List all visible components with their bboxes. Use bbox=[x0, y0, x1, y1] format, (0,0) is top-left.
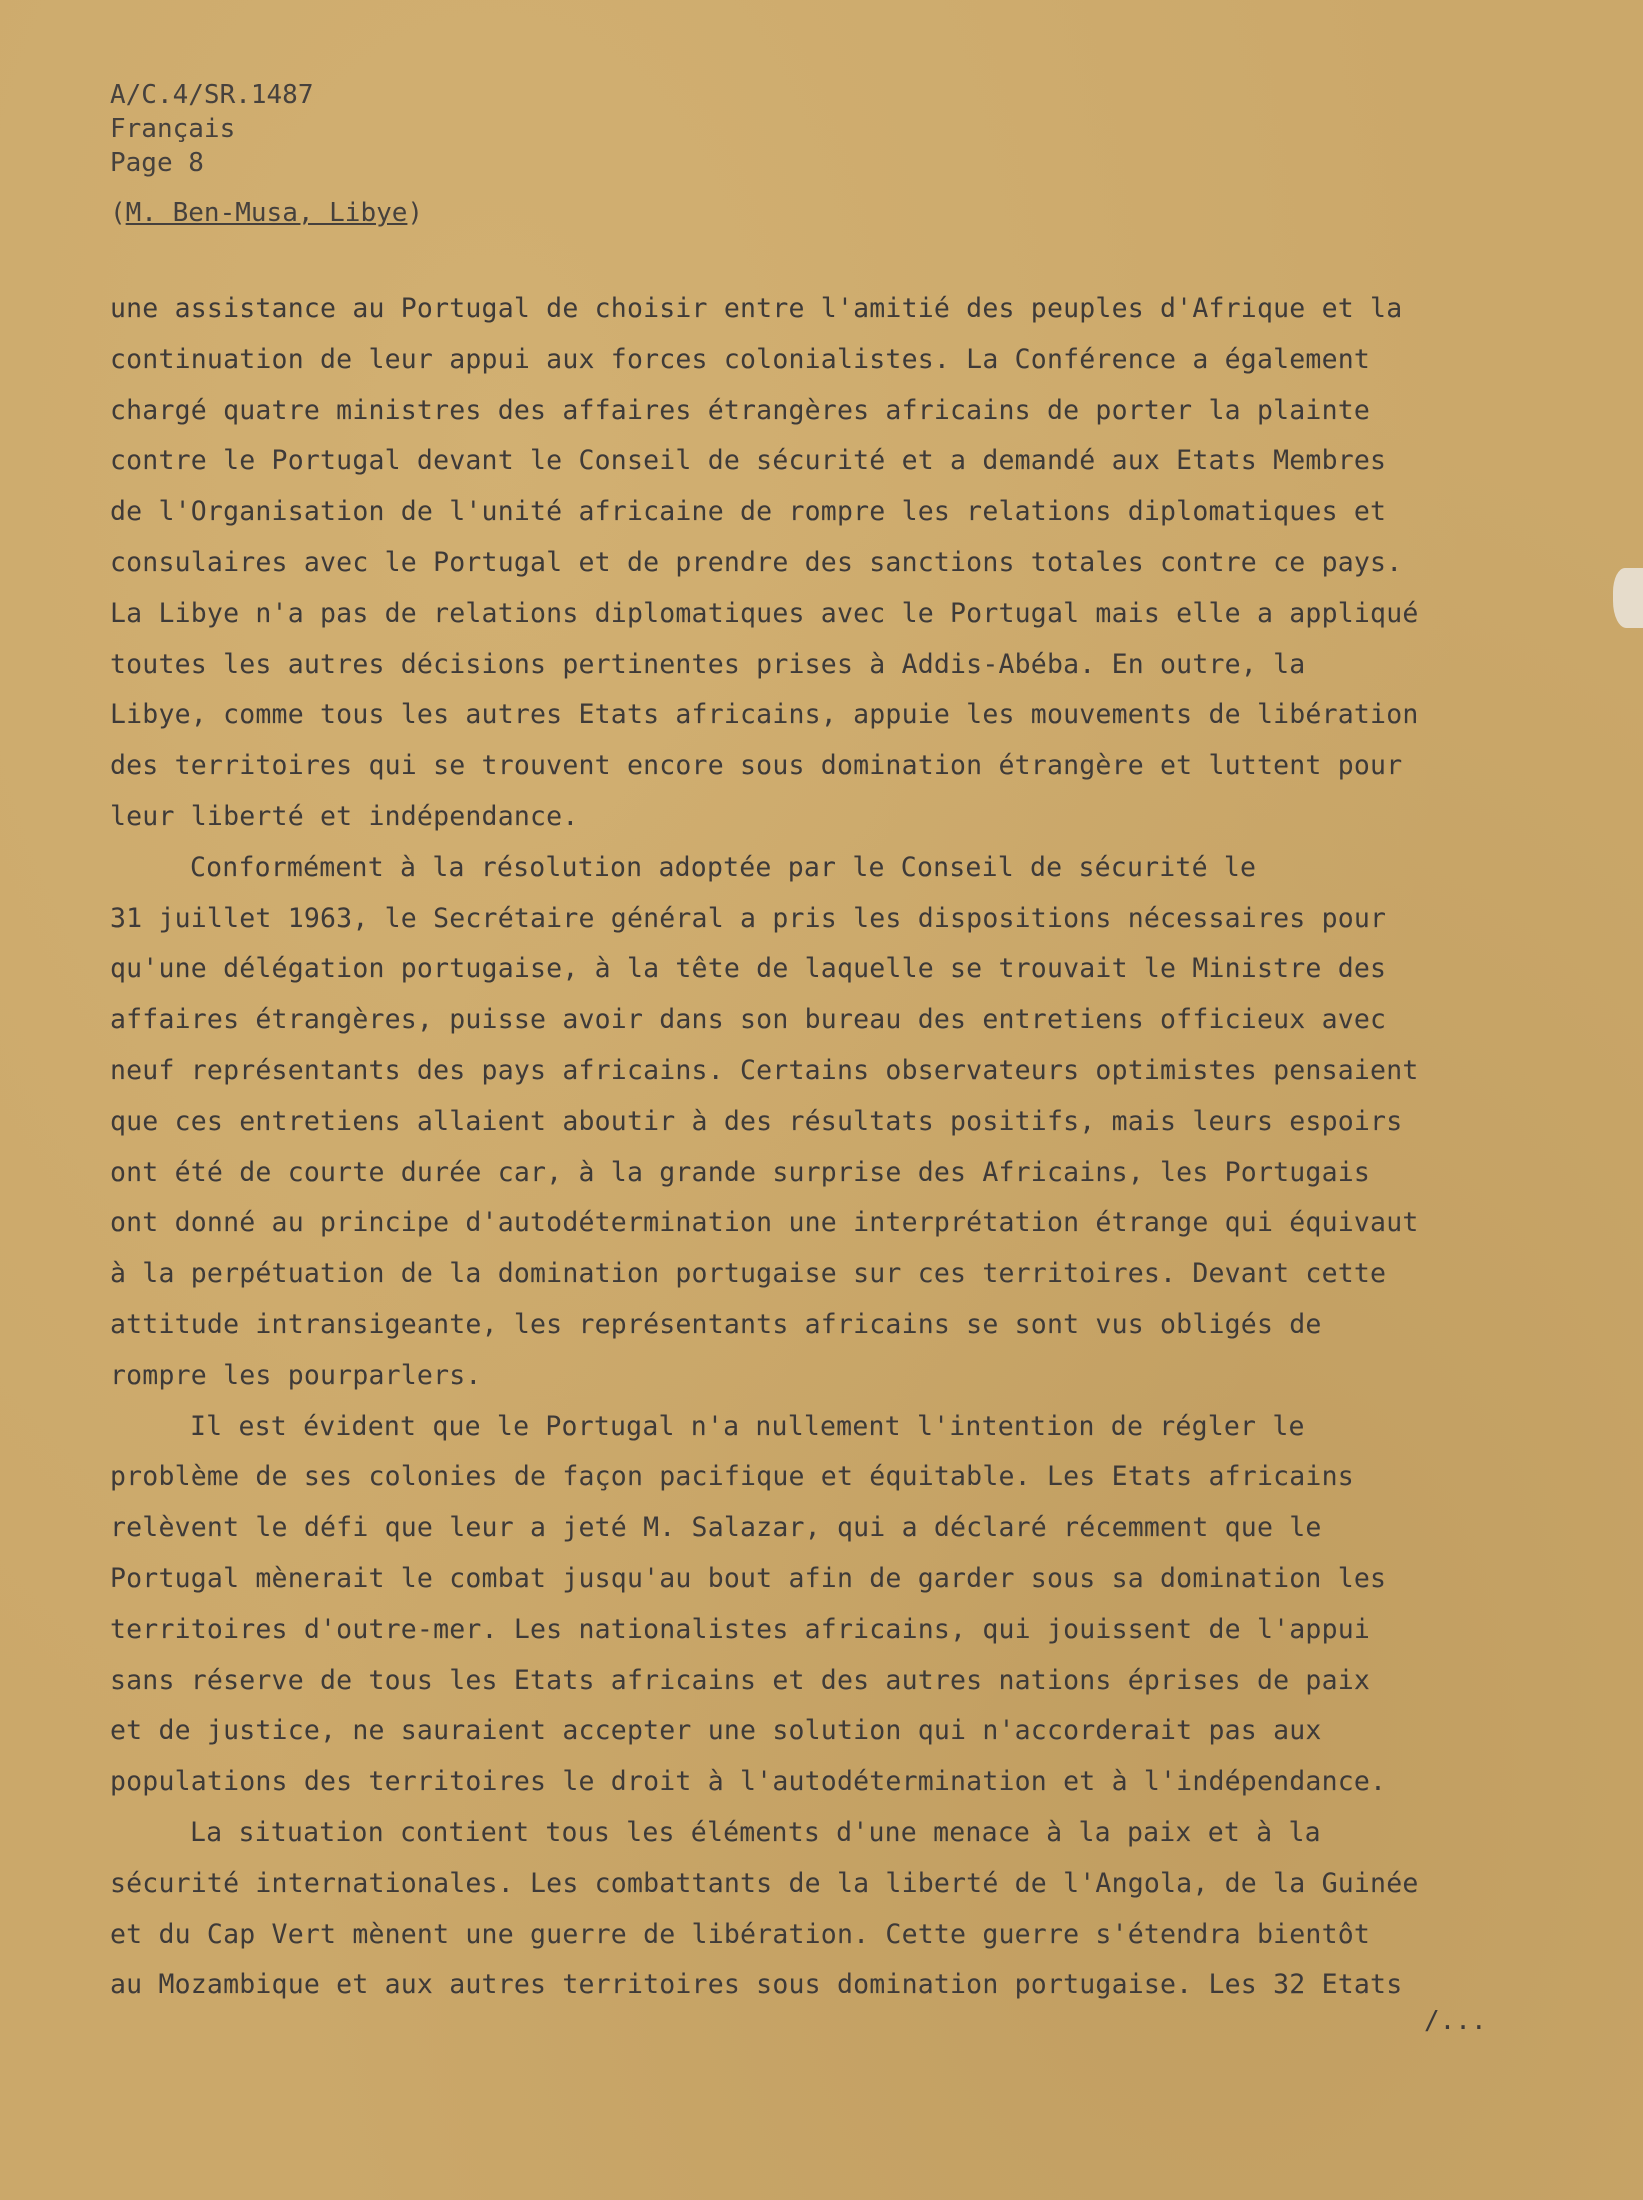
text-line: de l'Organisation de l'unité africaine de rompre les relations diplomatiques et bbox=[110, 496, 1387, 528]
text-line: ont donné au principe d'autodétermination une interprétation étrange qui équivaut bbox=[110, 1207, 1419, 1239]
text-line: au Mozambique et aux autres territoires sous domination portugaise. Les 32 Etats bbox=[110, 1969, 1403, 2001]
text-line: leur liberté et indépendance. bbox=[110, 800, 579, 832]
text-line: et du Cap Vert mènent une guerre de libération. Cette guerre s'étendra bientôt bbox=[110, 1918, 1371, 1950]
text-line: contre le Portugal devant le Conseil de sécurité et a demandé aux Etats Membres bbox=[110, 445, 1387, 477]
body-text bbox=[110, 284, 1470, 2011]
text-line: attitude intransigeante, les représentants africains se sont vus obligés de bbox=[110, 1308, 1322, 1340]
text-line: rompre les pourparlers. bbox=[110, 1359, 482, 1391]
text-line: affaires étrangères, puisse avoir dans son bureau des entretiens officieux avec bbox=[110, 1004, 1387, 1036]
text-line: La Libye n'a pas de relations diplomatiques avec le Portugal mais elle a appliqué bbox=[110, 597, 1419, 629]
text-line: que ces entretiens allaient aboutir à des résultats positifs, mais leurs espoirs bbox=[110, 1105, 1403, 1137]
text-line: relèvent le défi que leur a jeté M. Salazar, qui a déclaré récemment que le bbox=[110, 1512, 1322, 1544]
text-line: des territoires qui se trouvent encore sous domination étrangère et luttent pour bbox=[110, 750, 1403, 782]
text-line: sécurité internationales. Les combattants de la liberté de l'Angola, de la Guinée bbox=[110, 1867, 1419, 1899]
text-line: toutes les autres décisions pertinentes prises à Addis-Abéba. En outre, la bbox=[110, 648, 1306, 680]
document-language: Français bbox=[110, 114, 236, 144]
document-symbol: A/C.4/SR.1487 bbox=[110, 80, 314, 110]
speaker-name: M. Ben-Musa, Libye bbox=[125, 198, 408, 228]
text-line: une assistance au Portugal de choisir entre l'amitié des peuples d'Afrique et la bbox=[110, 293, 1403, 324]
text-line: territoires d'outre-mer. Les nationalistes africains, qui jouissent de l'appui bbox=[110, 1613, 1371, 1645]
continuation-mark: /... bbox=[1424, 2006, 1487, 2036]
text-line: Libye, comme tous les autres Etats africains, appuie les mouvements de libération bbox=[110, 699, 1419, 731]
document-header bbox=[110, 78, 314, 180]
text-line: qu'une délégation portugaise, à la tête de laquelle se trouvait le Ministre des bbox=[110, 953, 1387, 985]
text-line: Conformément à la résolution adoptée par le Conseil de sécurité le bbox=[190, 851, 1257, 883]
text-line: 31 juillet 1963, le Secrétaire général a pris les dispositions nécessaires pour bbox=[110, 902, 1387, 934]
text-line: sans réserve de tous les Etats africains et des autres nations éprises de paix bbox=[110, 1664, 1371, 1696]
text-line: continuation de leur appui aux forces colonialistes. La Conférence a également bbox=[110, 343, 1371, 375]
text-line: ont été de courte durée car, à la grande surprise des Africains, les Portugais bbox=[110, 1156, 1371, 1188]
text-line: chargé quatre ministres des affaires étrangères africains de porter la plainte bbox=[110, 394, 1371, 426]
speaker-attribution bbox=[110, 196, 423, 230]
text-line: à la perpétuation de la domination portugaise sur ces territoires. Devant cette bbox=[110, 1258, 1387, 1290]
text-line: et de justice, ne sauraient accepter une solution qui n'accorderait pas aux bbox=[110, 1715, 1322, 1747]
text-line: Portugal mènerait le combat jusqu'au bout afin de garder sous sa domination les bbox=[110, 1562, 1387, 1594]
speaker-open-paren: ( bbox=[110, 198, 126, 228]
paper-tear bbox=[1613, 568, 1643, 628]
text-line: consulaires avec le Portugal et de prendre des sanctions totales contre ce pays. bbox=[110, 546, 1403, 578]
text-line: populations des territoires le droit à l'autodétermination et à l'indépendance. bbox=[110, 1766, 1387, 1798]
speaker-close-paren: ) bbox=[407, 198, 424, 228]
text-line: problème de ses colonies de façon pacifique et équitable. Les Etats africains bbox=[110, 1461, 1354, 1493]
text-line: Il est évident que le Portugal n'a nullement l'intention de régler le bbox=[190, 1410, 1305, 1442]
text-line: La situation contient tous les éléments d'une menace à la paix et à la bbox=[190, 1816, 1321, 1848]
page-number: Page 8 bbox=[110, 148, 204, 178]
text-line: neuf représentants des pays africains. Certains observateurs optimistes pensaient bbox=[110, 1054, 1419, 1086]
